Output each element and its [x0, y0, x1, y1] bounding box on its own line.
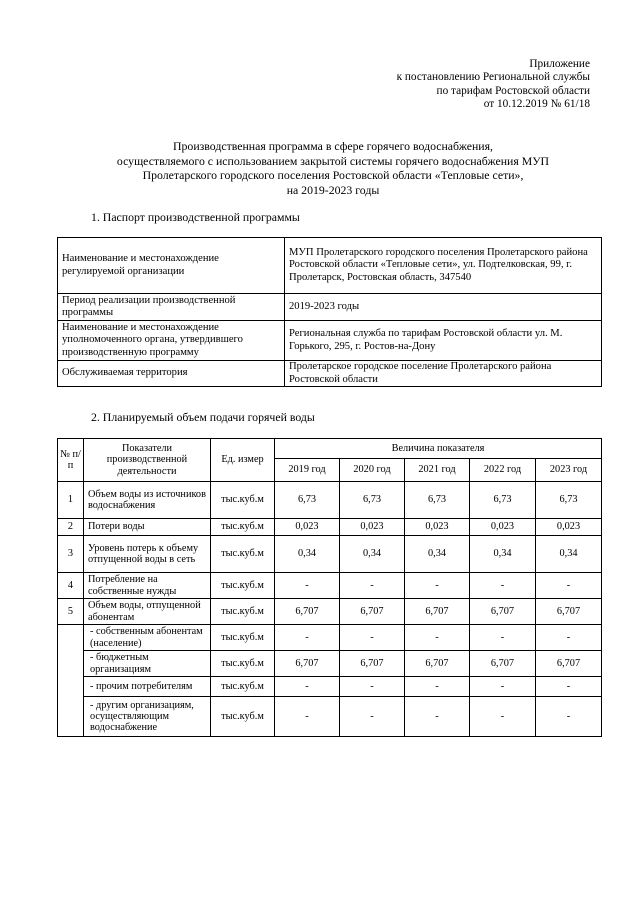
row-num: 5 — [58, 599, 84, 625]
row-value: 6,73 — [470, 482, 536, 519]
row-value: - — [470, 573, 536, 599]
section2-heading: 2. Планируемый объем подачи горячей воды — [91, 410, 315, 424]
row-value: - — [536, 677, 602, 697]
table-row — [58, 361, 602, 387]
row-value: 6,73 — [340, 482, 405, 519]
header-year: 2022 год — [470, 459, 536, 482]
row-num: 3 — [58, 536, 84, 573]
row-value: - — [470, 677, 536, 697]
passport-value: Региональная служба по тарифам Ростовской области ул. М. Горького, 295, г. Ростов-на-Дону — [285, 321, 602, 361]
row-indicator: Объем воды из источников водоснабжения — [84, 482, 211, 519]
row-value: 6,73 — [275, 482, 340, 519]
table-row — [58, 238, 602, 294]
passport-value: 2019-2023 годы — [285, 294, 602, 321]
appendix-line: Приложение — [529, 58, 590, 70]
table-row — [58, 536, 602, 573]
row-indicator: Потери воды — [84, 519, 211, 536]
row-num: 2 — [58, 519, 84, 536]
row-value: 6,707 — [405, 599, 470, 625]
row-value: - — [275, 625, 340, 651]
row-value: 6,707 — [470, 599, 536, 625]
title-line: на 2019-2023 годы — [286, 182, 380, 197]
row-value: - — [340, 573, 405, 599]
title-line: Производственная программа в сфере горячего водоснабжения, — [173, 139, 493, 153]
row-indicator: Объем воды, отпущенной абонентам — [84, 599, 211, 625]
row-unit: тыс.куб.м — [211, 697, 275, 737]
row-value: - — [536, 697, 602, 737]
row-num — [58, 697, 84, 737]
row-indicator: Потребление на собственные нужды — [84, 573, 211, 599]
row-value: - — [536, 625, 602, 651]
title-line: осуществляемого с использованием закрытой системы горячего водоснабжения МУП — [116, 153, 550, 168]
row-unit: тыс.куб.м — [211, 625, 275, 651]
header-num: № п/п — [58, 439, 84, 482]
row-value: 0,023 — [340, 519, 405, 536]
table-row — [58, 482, 602, 519]
row-value: 0,34 — [340, 536, 405, 573]
row-indicator: - бюджетным организациям — [84, 651, 211, 677]
row-value: 6,707 — [470, 651, 536, 677]
row-unit: тыс.куб.м — [211, 677, 275, 697]
row-unit: тыс.куб.м — [211, 536, 275, 573]
row-unit: тыс.куб.м — [211, 573, 275, 599]
row-num — [58, 625, 84, 651]
section1-heading: 1. Паспорт производственной программы — [91, 210, 300, 224]
table-row — [58, 651, 602, 677]
passport-label: Обслуживаемая территория — [58, 361, 285, 387]
passport-table — [57, 237, 602, 387]
header-indicator: Показатели производственной деятельности — [84, 439, 211, 482]
row-num: 1 — [58, 482, 84, 519]
row-indicator: - прочим потребителям — [84, 677, 211, 697]
header-year: 2020 год — [340, 459, 405, 482]
row-value: - — [275, 677, 340, 697]
row-value: 6,707 — [275, 651, 340, 677]
passport-value: МУП Пролетарского городского поселения Пролетарского района Ростовской области «Тепловые сети», ул. Подтелковская, 99, г. Пролетарск, Ростовская область, 347540 — [285, 238, 602, 294]
table-row — [58, 677, 602, 697]
volume-table — [57, 438, 602, 737]
row-value: - — [405, 697, 470, 737]
table-row — [58, 294, 602, 321]
appendix-line: к постановлению Региональной службы — [396, 71, 590, 84]
row-value: 0,023 — [536, 519, 602, 536]
title-line: Пролетарского городского поселения Ростовской области «Тепловые сети», — [142, 168, 524, 183]
row-value: - — [405, 677, 470, 697]
row-value: 6,73 — [536, 482, 602, 519]
row-unit: тыс.куб.м — [211, 482, 275, 519]
table-row — [58, 519, 602, 536]
appendix-line: по тарифам Ростовской области — [436, 84, 590, 97]
table-row — [58, 599, 602, 625]
table-row — [58, 697, 602, 737]
row-value: 6,707 — [275, 599, 340, 625]
row-value: - — [340, 625, 405, 651]
passport-label: Наименование и местонахождение уполномоченного органа, утвердившего производственную программу — [58, 321, 285, 361]
row-value: 0,023 — [275, 519, 340, 536]
header-row — [58, 439, 602, 459]
row-value: - — [275, 573, 340, 599]
row-unit: тыс.куб.м — [211, 599, 275, 625]
row-value: 0,34 — [275, 536, 340, 573]
table-row — [58, 321, 602, 361]
row-num — [58, 677, 84, 697]
row-value: 0,34 — [536, 536, 602, 573]
header-value-group: Величина показателя — [275, 439, 602, 459]
row-unit: тыс.куб.м — [211, 519, 275, 536]
passport-label: Наименование и местонахождение регулируемой организации — [58, 238, 285, 294]
row-indicator: - другим организациям, осуществляющим водоснабжение — [84, 697, 211, 737]
appendix-line: от 10.12.2019 № 61/18 — [483, 98, 590, 111]
passport-label: Период реализации производственной программы — [58, 294, 285, 321]
row-value: - — [275, 697, 340, 737]
row-value: - — [536, 573, 602, 599]
row-indicator: - собственным абонентам (население) — [84, 625, 211, 651]
row-value: - — [470, 625, 536, 651]
header-unit: Ед. измер — [211, 439, 275, 482]
row-unit: тыс.куб.м — [211, 651, 275, 677]
row-value: 0,023 — [405, 519, 470, 536]
row-num: 4 — [58, 573, 84, 599]
row-value: - — [405, 625, 470, 651]
row-value: 0,34 — [405, 536, 470, 573]
document-title — [40, 139, 626, 197]
row-indicator: Уровень потерь к объему отпущенной воды в сеть — [84, 536, 211, 573]
header-year: 2021 год — [405, 459, 470, 482]
row-value: - — [470, 697, 536, 737]
row-value: 6,707 — [340, 651, 405, 677]
row-value: 0,023 — [470, 519, 536, 536]
row-value: - — [340, 677, 405, 697]
row-value: - — [405, 573, 470, 599]
row-value: 6,707 — [340, 599, 405, 625]
passport-value: Пролетарское городское поселение Пролетарского района Ростовской области — [285, 361, 602, 387]
row-value: 0,34 — [470, 536, 536, 573]
row-value: 6,707 — [536, 651, 602, 677]
row-value: 6,73 — [405, 482, 470, 519]
row-num — [58, 651, 84, 677]
table-row — [58, 625, 602, 651]
row-value: 6,707 — [405, 651, 470, 677]
header-year: 2023 год — [536, 459, 602, 482]
header-year: 2019 год — [275, 459, 340, 482]
row-value: - — [340, 697, 405, 737]
row-value: 6,707 — [536, 599, 602, 625]
table-row — [58, 573, 602, 599]
appendix-block — [397, 58, 590, 112]
